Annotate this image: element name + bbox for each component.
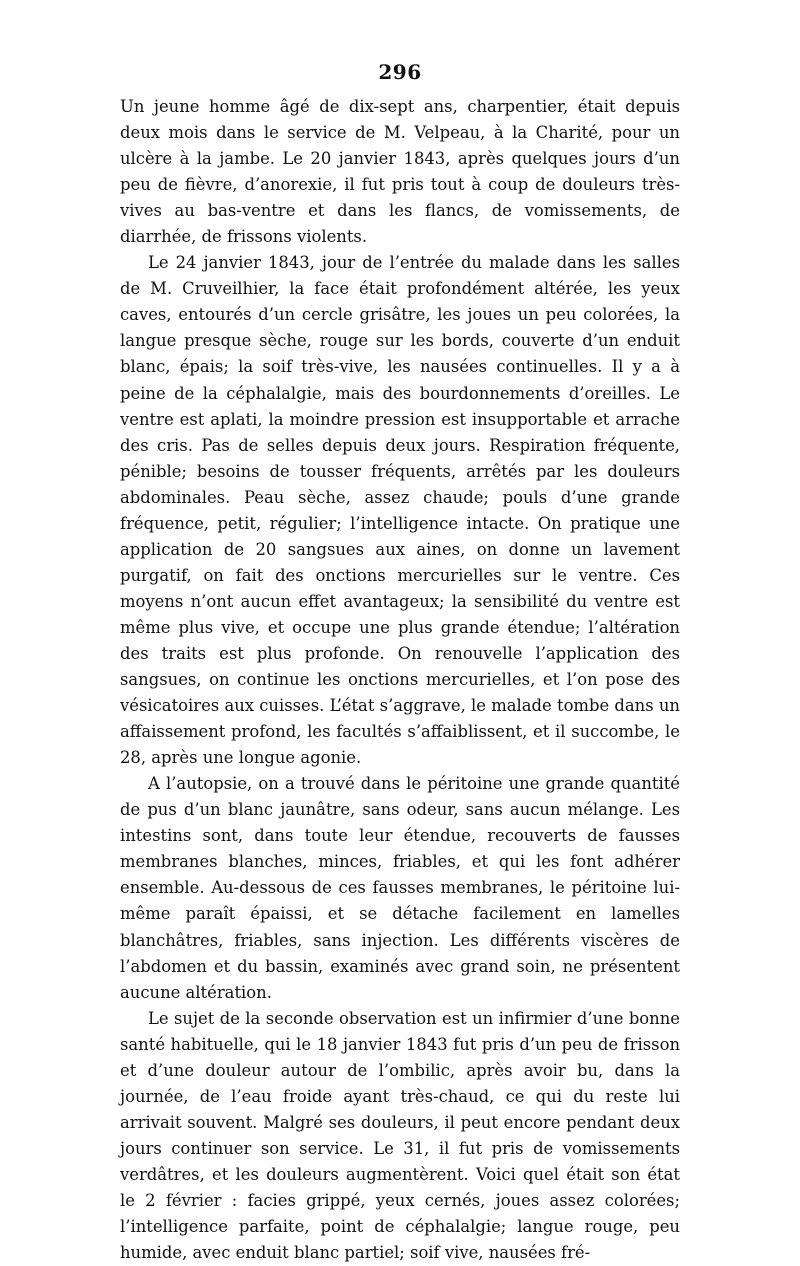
book-page: [120, 60, 680, 1266]
paragraph-2: Le 24 janvier 1843, jour de l’entrée du malade dans les salles de M. Cruveilhier, la face était profondément altérée, les yeux caves, entourés d’un cercle grisâtre, les joues un peu colorées, la langue presque sèche, rouge sur les bords, couverte d’un enduit blanc, épais; la soif très-vive, les nausées continuelles. Il y a à peine de la céphalalgie, mais des bourdonnements d’oreilles. Le ventre est aplati, la moindre pression est insupportable et arrache des cris. Pas de selles depuis deux jours. Respiration fréquente, pénible; besoins de tousser fréquents, arrêtés par les douleurs abdominales. Peau sèche, assez chaude; pouls d’une grande fréquence, petit, régulier; l’intelligence intacte. On pratique une application de 20 sangsues aux aines, on donne un lavement purgatif, on fait des onctions mercurielles sur le ventre. Ces moyens n’ont aucun effet avantageux; la sensibilité du ventre est même plus vive, et occupe une plus grande étendue; l’altération des traits est plus profonde. On renouvelle l’application des sangsues, on continue les onctions mercurielles, et l’on pose des vésicatoires aux cuisses. L’état s’aggrave, le malade tombe dans un affaissement profond, les facultés s’affaiblissent, et il succombe, le 28, après une longue agonie.: [120, 253, 680, 768]
paragraph-1: Un jeune homme âgé de dix-sept ans, charpentier, était depuis deux mois dans le service de M. Velpeau, à la Charité, pour un ulcère à la jambe. Le 20 janvier 1843, après quelques jours d’un peu de fièvre, d’anorexie, il fut pris tout à coup de douleurs très-vives au bas-ventre et dans les flancs, de vomissements, de diarrhée, de frissons violents.: [120, 97, 680, 247]
paragraph-4: Le sujet de la seconde observation est un infirmier d’une bonne santé habituelle, qui le 18 janvier 1843 fut pris d’un peu de frisson et d’une douleur autour de l’ombilic, après avoir bu, dans la journée, de l’eau froide ayant très-chaud, ce qui du reste lui arrivait souvent. Malgré ses douleurs, il peut encore pendant deux jours continuer son service. Le 31, il fut pris de vomissements verdâtres, et les douleurs augmentèrent. Voici quel était son état le 2 février : facies grippé, yeux cernés, joues assez colorées; l’intelligence parfaite, point de céphalalgie; langue rouge, peu humide, avec enduit blanc partiel; soif vive, nausées fré-: [120, 1008, 680, 1263]
page-number: 296: [378, 60, 422, 84]
paragraph-3: A l’autopsie, on a trouvé dans le péritoine une grande quantité de pus d’un blanc jaunâtre, sans odeur, sans aucun mélange. Les intestins sont, dans toute leur étendue, recouverts de fausses membranes blanches, minces, friables, et qui les font adhérer ensemble. Au-dessous de ces fausses membranes, le péritoine lui-même paraît épaissi, et se détache facilement en lamelles blanchâtres, friables, sans injection. Les différents viscères de l’abdomen et du bassin, examinés avec grand soin, ne présentent aucune altération.: [120, 774, 680, 1002]
